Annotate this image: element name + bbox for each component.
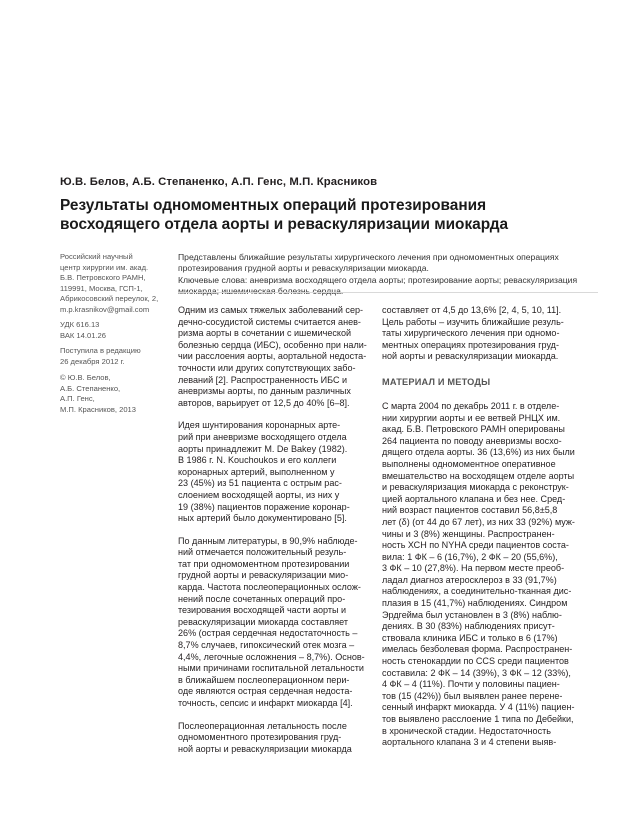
text-line: наблюдениях, а соединительно-тканная дис- xyxy=(382,586,572,597)
text-line: Эрдгейма был установлен в 3 (8%) наблю- xyxy=(382,609,562,620)
text-line: составляет от 4,5 до 13,6% [2, 4, 5, 10, 11]. xyxy=(382,305,562,315)
text-line: Идея шунтирования коронарных арте- xyxy=(178,420,341,431)
text-line: дящего отдела аорты. 36 (13,6%) из них были xyxy=(382,447,575,458)
title-line: восходящего отдела аорты и реваскуляризации миокарда xyxy=(60,216,509,233)
text-line: ной аорты и реваскуляризации миокарда. xyxy=(382,351,559,362)
copyright-line: М.П. Красников, 2013 xyxy=(60,404,136,414)
text-line: плазия в 15 (41,7%) наблюдениях. Синдром xyxy=(382,598,568,609)
udc-code: УДК 616.13 xyxy=(60,320,100,329)
text-line: в хронической стадии. Недостаточность xyxy=(382,725,551,736)
text-line: В 1986 г. N. Kouchoukos и его коллеги xyxy=(178,455,337,466)
text-line: аорты принадлежит M. De Bakey (1982). xyxy=(178,443,348,454)
text-line: дечно-сосудистой системы считается анев- xyxy=(178,316,361,327)
text-line: карда. Частота послеоперационных ослож- xyxy=(178,582,361,593)
text-line: слоением восходящей аорты, из них у xyxy=(178,489,340,500)
text-line: оде являются острая сердечная недоста- xyxy=(178,686,353,697)
text-line: нений после сочетанных операций про- xyxy=(178,593,346,604)
text-line: чии расслоения аорты, аортальной недоста- xyxy=(178,351,367,362)
abstract-summary-line: протезирования грудной аорты и реваскуляризации миокарда. xyxy=(178,263,429,274)
body-column-right xyxy=(382,305,582,760)
title-line: Результаты одномоментных операций протезирования xyxy=(60,197,487,214)
text-line: составила: 2 ФК – 14 (39%), 3 ФК – 12 (33%), xyxy=(382,667,571,678)
text-line: 264 пациента по поводу аневризмы восхо- xyxy=(382,435,562,446)
text-line: вила: 1 ФК – 6 (16,7%), 2 ФК – 20 (55,6%), xyxy=(382,551,558,562)
text-line: По данным литературы, в 90,9% наблюде- xyxy=(178,535,358,546)
intro-continuation xyxy=(382,305,582,363)
affiliation-line: Б.В. Петровского РАМН, xyxy=(60,273,146,283)
paragraph xyxy=(178,536,378,710)
text-line: точности или других сопутствующих забо- xyxy=(178,362,356,373)
text-line: ний отмечается положительный резуль- xyxy=(178,547,347,558)
text-line: ний возраст пациентов составил 56,8±5,8 xyxy=(382,505,558,516)
classification-codes xyxy=(60,320,170,341)
article-title xyxy=(60,196,600,234)
text-line: грудной аорты и реваскуляризации мио- xyxy=(178,570,349,581)
text-line: 23 (45%) из 51 пациента с острым рас- xyxy=(178,478,342,489)
text-line: в ближайшем послеоперационном пери- xyxy=(178,674,350,685)
text-line: таты хирургического лечения при одномо- xyxy=(382,328,560,339)
text-line: точность, сепсис и инфаркт миокарда [4]. xyxy=(178,698,353,708)
text-line: болезнью сердца (ИБС), особенно при нали- xyxy=(178,339,367,350)
text-line: аневризмы аорты, по данным различных xyxy=(178,386,351,397)
text-line: тов (15 (42%)) был выявлен ранее перене- xyxy=(382,690,563,701)
text-line: С марта 2004 по декабрь 2011 г. в отделе- xyxy=(382,400,560,411)
text-line: одномоментного протезирования груд- xyxy=(178,732,342,743)
affiliation-line: центр хирургии им. акад. xyxy=(60,262,149,272)
text-line: чины и 3 (8%) женщины. Распространен- xyxy=(382,528,555,539)
text-line: ризма аорты в сочетании с ишемической xyxy=(178,328,352,339)
paragraph xyxy=(178,721,378,756)
received-date xyxy=(60,346,170,367)
text-line: аортального клапана 3 и 4 степени выяв- xyxy=(382,737,557,748)
received-label: Поступила в редакцию xyxy=(60,346,141,355)
abstract-divider xyxy=(178,292,598,293)
paragraph xyxy=(382,401,582,749)
copyright-block xyxy=(60,373,170,415)
paragraph xyxy=(178,305,378,409)
text-line: тат при одномоментном протезировании xyxy=(178,558,350,569)
text-line: имелась безболевая форма. Распространен- xyxy=(382,644,573,655)
text-line: ность ХСН по NYHA среди пациентов соста- xyxy=(382,540,569,551)
text-line: ствовала клиника ИБС и только в 6 (17%) xyxy=(382,632,558,643)
text-line: Послеоперационная летальность после xyxy=(178,720,347,731)
text-line: вмешательство на восходящем отделе аорты xyxy=(382,470,575,481)
copyright-line: А.Б. Степаненко, xyxy=(60,383,121,393)
keywords-line: Ключевые слова: аневризма восходящего отдела аорты; протезирование аорты; реваскуляризация xyxy=(178,274,578,285)
methods-text xyxy=(382,401,582,749)
text-line: ными причинами госпитальной летальности xyxy=(178,663,364,674)
text-line: нии хирургии аорты и ее ветвей РНЦХ им. xyxy=(382,412,561,423)
section-heading-methods: МАТЕРИАЛ И МЕТОДЫ xyxy=(382,376,491,387)
text-line: тов выявлено расслоение 1 типа по Дебейки, xyxy=(382,714,574,724)
text-line: 8,7% случаев, гипоксический отек мозга – xyxy=(178,640,355,651)
text-line: ность стенокардии по CCS среди пациентов xyxy=(382,656,569,667)
text-line: 19 (38%) пациентов поражение коронар- xyxy=(178,501,350,512)
copyright-line: © Ю.В. Белов, xyxy=(60,373,111,382)
text-line: ладал диагноз атеросклероз в 33 (91,7%) xyxy=(382,574,557,585)
affiliation-block xyxy=(60,252,170,316)
text-line: ментных операциях протезирования груд- xyxy=(382,339,559,350)
received-value: 26 декабря 2012 г. xyxy=(60,356,125,366)
text-line: коронарных артерий, выполненном у xyxy=(178,466,335,477)
text-line: авторов, варьирует от 12,5 до 40% [6–8]. xyxy=(178,397,350,408)
text-line: леваний [2]. Распространенность ИБС и xyxy=(178,374,348,385)
abstract-summary-line: Представлены ближайшие результаты хирургического лечения при одномоментных операциях xyxy=(178,252,559,262)
text-line: сенный инфаркт миокарда. У 4 (11%) пациен- xyxy=(382,702,575,713)
copyright-line: А.П. Генс, xyxy=(60,394,95,404)
text-line: дениях. В 30 (83%) наблюдениях присут- xyxy=(382,621,555,632)
abstract xyxy=(178,252,598,298)
text-line: 26% (острая сердечная недостаточность – xyxy=(178,628,358,639)
text-line: Одним из самых тяжелых заболеваний сер- xyxy=(178,305,364,315)
affiliation-line: 119991, Москва, ГСП-1, xyxy=(60,283,143,293)
text-line: Цель работы – изучить ближайшие резуль- xyxy=(382,316,564,327)
text-line: и реваскуляризация миокарда с реконструк- xyxy=(382,482,569,493)
text-line: ной аорты и реваскуляризации миокарда xyxy=(178,743,352,754)
text-line: 4,4%, легочные осложнения – 8,7%). Основ- xyxy=(178,651,365,662)
text-line: ных артерий было документировано [5]. xyxy=(178,513,347,524)
affiliation-line: Абрикосовский переулок, 2, xyxy=(60,294,159,304)
text-line: акад. Б.В. Петровского РАМН оперированы xyxy=(382,424,565,435)
text-line: лет (δ) (от 44 до 67 лет), из них 33 (92%) муж- xyxy=(382,516,575,527)
paragraph xyxy=(178,420,378,524)
article-authors: Ю.В. Белов, А.Б. Степаненко, А.П. Генс, М.П. Красников xyxy=(60,176,378,188)
paragraph xyxy=(382,305,582,363)
affiliation-line: Российский научный xyxy=(60,252,133,261)
text-line: реваскуляризации миокарда составляет xyxy=(178,616,348,627)
vak-code: ВАК 14.01.26 xyxy=(60,330,106,340)
text-line: 3 ФК – 10 (27,8%). На первом месте преоб- xyxy=(382,563,565,574)
text-line: 4 ФК – 4 (11%). Почти у половины пациен- xyxy=(382,679,560,690)
text-line: цией аортального клапана и без нее. Сред- xyxy=(382,493,566,504)
keywords-line: миокарда; ишемическая болезнь сердца. xyxy=(178,286,344,297)
text-line: выполнены одномоментное оперативное xyxy=(382,458,556,469)
email-link[interactable]: m.p.krasnikov@gmail.com xyxy=(60,304,150,314)
text-line: тезирования восходящей части аорты и xyxy=(178,605,347,616)
body-column-left xyxy=(178,305,378,766)
text-line: рий при аневризме восходящего отдела xyxy=(178,431,347,442)
